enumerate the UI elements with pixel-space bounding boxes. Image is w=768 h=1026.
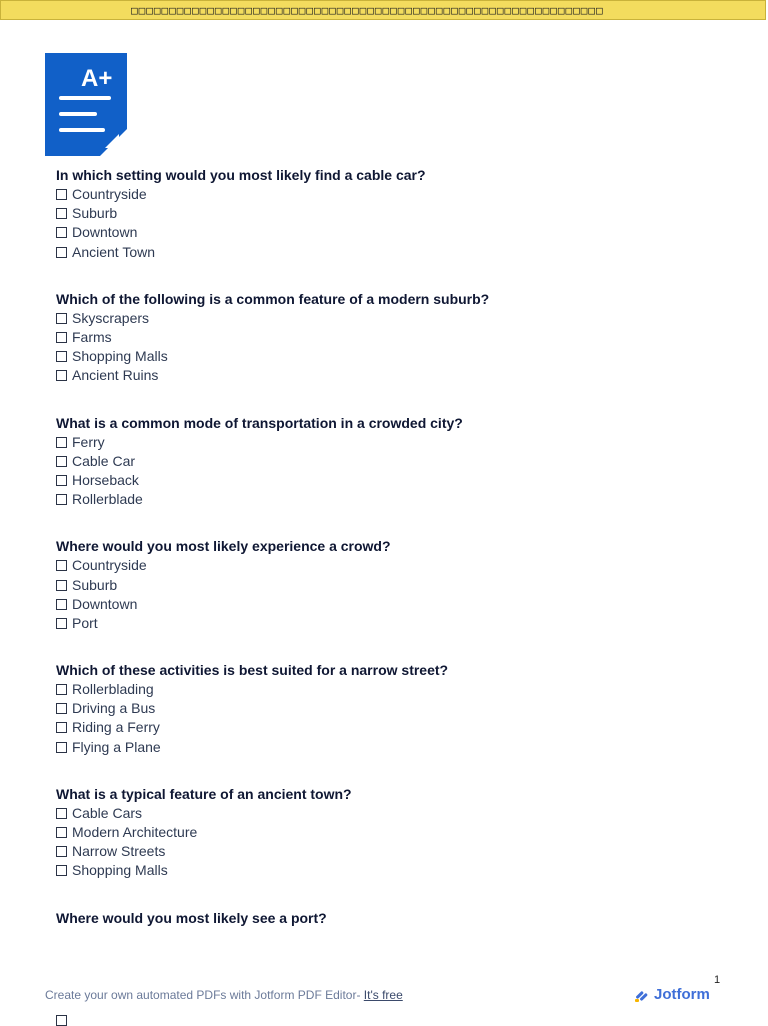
answer-option-label: Narrow Streets — [72, 843, 166, 860]
answer-option[interactable] — [56, 185, 716, 204]
checkbox[interactable] — [56, 742, 67, 753]
question-title: What is a typical feature of an ancient town? — [56, 785, 352, 802]
answer-option-label: Suburb — [72, 576, 118, 593]
checkbox[interactable] — [56, 227, 67, 238]
answer-option[interactable] — [56, 243, 716, 262]
answer-option[interactable] — [56, 804, 716, 823]
checkbox[interactable] — [56, 827, 67, 838]
answer-option[interactable] — [56, 471, 716, 490]
question-block — [56, 413, 716, 510]
checkbox[interactable] — [56, 332, 67, 343]
answer-option[interactable] — [56, 328, 716, 347]
checkbox[interactable] — [56, 494, 67, 505]
checkbox[interactable] — [56, 475, 67, 486]
question-block — [56, 536, 716, 633]
answer-option[interactable] — [56, 718, 716, 737]
answer-option-label: Ferry — [72, 433, 105, 450]
question-block — [56, 289, 716, 386]
question-title: In which setting would you most likely find a cable car? — [56, 167, 426, 183]
question-title: Which of these activities is best suited for a narrow street? — [56, 662, 449, 678]
checkbox[interactable] — [56, 618, 67, 629]
answer-option-label: Driving a Bus — [72, 700, 156, 717]
checkbox[interactable] — [56, 703, 67, 714]
checkbox[interactable] — [56, 808, 67, 819]
question-title: Where would you most likely see a port? — [56, 909, 327, 926]
answer-option-label: Farms — [72, 329, 112, 346]
question-list — [56, 165, 716, 955]
answer-option-label: Shopping Malls — [72, 348, 168, 365]
answer-option-label: Port — [72, 614, 98, 631]
answer-option[interactable] — [56, 861, 716, 880]
footer-link-its-free[interactable]: It's free — [363, 988, 403, 1002]
footer-promo-text: Create your own automated PDFs with Jotform PDF Editor- — [45, 988, 364, 1002]
document-grade-a-plus-icon — [45, 53, 127, 156]
question-block — [56, 784, 716, 881]
answer-option[interactable] — [56, 556, 716, 575]
question-block — [56, 660, 716, 757]
jotform-brand[interactable] — [634, 986, 710, 1003]
answer-option[interactable] — [56, 433, 716, 452]
answer-option-label: Flying a Plane — [72, 738, 161, 755]
question-title: Where would you most likely experience a crowd? — [56, 538, 391, 555]
page-number: 1 — [714, 974, 721, 986]
checkbox[interactable] — [56, 580, 67, 591]
answer-option-label: Rollerblade — [72, 491, 143, 508]
banner-text: □□□□□□□□□□□□□□□□□□□□□□□□□□□□□□□□□□□□□□□□□□□□□□□□□□□□□□□□□□□□□□ — [131, 4, 604, 17]
checkbox[interactable] — [56, 247, 67, 258]
checkbox[interactable] — [56, 456, 67, 467]
answer-option[interactable] — [56, 366, 716, 385]
checkbox[interactable] — [56, 599, 67, 610]
checkbox[interactable] — [56, 865, 67, 876]
answer-option-label: Ancient Town — [72, 243, 156, 260]
checkbox[interactable] — [56, 370, 67, 381]
checkbox-overflow[interactable] — [56, 1015, 67, 1026]
answer-option-label: Countryside — [72, 186, 147, 203]
answer-option-label: Skyscrapers — [72, 309, 150, 326]
question-title: What is a common mode of transportation in a crowded city? — [56, 414, 463, 431]
svg-text:A+: A+ — [81, 65, 113, 92]
answer-option[interactable] — [56, 823, 716, 842]
answer-option[interactable] — [56, 347, 716, 366]
answer-option-label: Rollerblading — [72, 681, 154, 698]
answer-option[interactable] — [56, 452, 716, 471]
answer-option-label: Ancient Ruins — [72, 367, 159, 384]
answer-option[interactable] — [56, 699, 716, 718]
answer-option-label: Downtown — [72, 595, 138, 612]
answer-option[interactable] — [56, 595, 716, 614]
answer-option-label: Riding a Ferry — [72, 719, 160, 736]
answer-option-label: Modern Architecture — [72, 824, 198, 841]
checkbox[interactable] — [56, 313, 67, 324]
answer-option-label: Cable Cars — [72, 804, 143, 821]
answer-option-label: Horseback — [72, 471, 139, 488]
top-banner — [0, 0, 766, 20]
checkbox[interactable] — [56, 189, 67, 200]
answer-option[interactable] — [56, 738, 716, 757]
answer-option[interactable] — [56, 842, 716, 861]
brand-name: Jotform — [654, 986, 710, 1003]
answer-option[interactable] — [56, 490, 716, 509]
answer-option-label: Countryside — [72, 557, 147, 574]
answer-option[interactable] — [56, 575, 716, 594]
question-block — [56, 908, 716, 928]
checkbox[interactable] — [56, 560, 67, 571]
answer-option-label: Suburb — [72, 205, 118, 222]
checkbox[interactable] — [56, 684, 67, 695]
answer-option-label: Shopping Malls — [72, 862, 168, 879]
answer-option[interactable] — [56, 204, 716, 223]
checkbox[interactable] — [56, 437, 67, 448]
jotform-logo-icon — [634, 988, 650, 1002]
answer-option-label: Downtown — [72, 224, 138, 241]
answer-option-label: Cable Car — [72, 452, 136, 469]
question-block — [56, 165, 716, 262]
checkbox[interactable] — [56, 846, 67, 857]
answer-option[interactable] — [56, 680, 716, 699]
checkbox[interactable] — [56, 208, 67, 219]
checkbox[interactable] — [56, 722, 67, 733]
checkbox[interactable] — [56, 351, 67, 362]
answer-option[interactable] — [56, 309, 716, 328]
question-title: Which of the following is a common feature of a modern suburb? — [56, 290, 490, 307]
footer-promo — [45, 988, 403, 1002]
answer-option[interactable] — [56, 614, 716, 633]
answer-option[interactable] — [56, 223, 716, 242]
